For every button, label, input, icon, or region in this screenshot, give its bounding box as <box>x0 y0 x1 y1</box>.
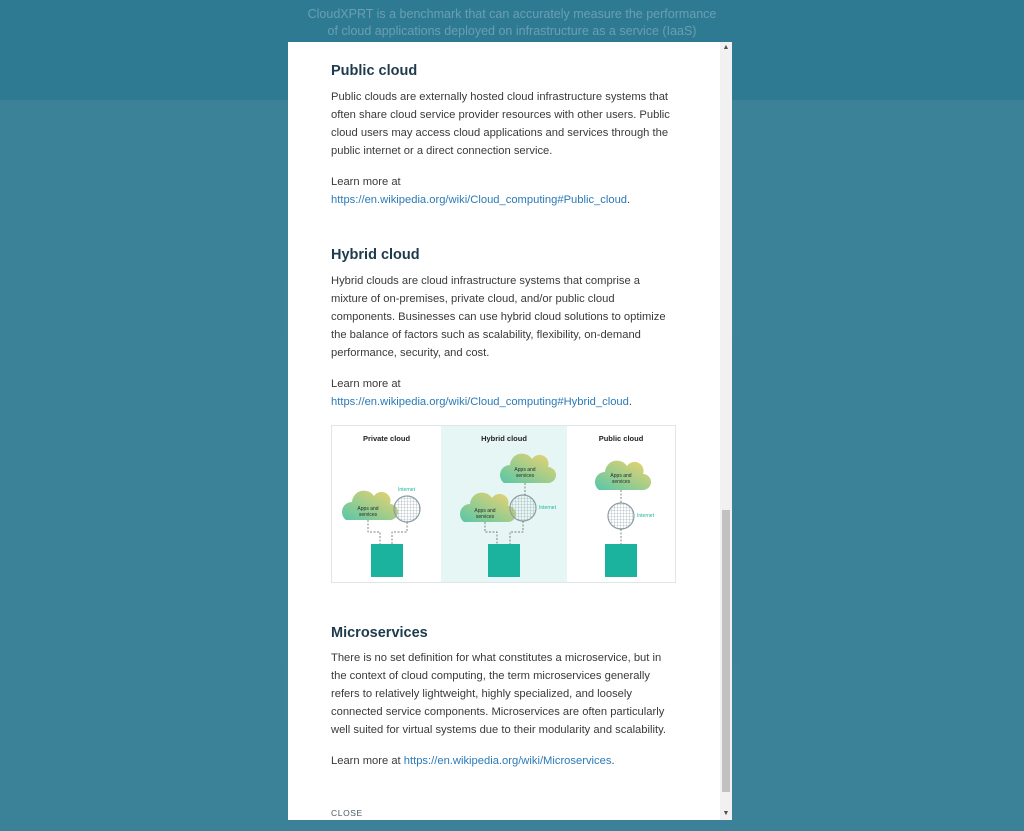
cloud-label: services <box>611 479 631 485</box>
microservices-learn-more <box>331 752 681 770</box>
text-line: cloud users may access cloud applications and services through the <box>331 127 669 139</box>
text-line: performance, security, and cost. <box>331 347 490 359</box>
public-cloud-title: Public cloud <box>331 63 418 79</box>
text-line: There is no set definition for what constitutes a microservice, but in <box>331 652 662 664</box>
hybrid-diagram <box>460 454 557 577</box>
private-diagram <box>342 487 420 577</box>
text-line: mixture of on-premises, private cloud, and/or public cloud <box>331 293 615 305</box>
text-line: well suited for virtual systems due to their modularity and scalability. <box>331 724 666 736</box>
hybrid-cloud-description <box>331 272 681 362</box>
column-title: Private cloud <box>362 434 411 443</box>
text-line: Hybrid clouds are cloud infrastructure systems that comprise a <box>331 275 641 287</box>
microservices-description <box>331 649 681 739</box>
punctuation: . <box>627 194 631 206</box>
microservices-link[interactable]: https://en.wikipedia.org/wiki/Microservices <box>403 755 612 767</box>
cloud-label: services <box>358 512 378 518</box>
text-line: components. Businesses can use hybrid cloud solutions to optimize <box>331 311 666 323</box>
text-line: the context of cloud computing, the term microservices generally <box>331 670 650 682</box>
column-title: Public cloud <box>598 434 644 443</box>
globe-icon <box>608 503 634 529</box>
learn-more-label: Learn more at <box>331 755 404 767</box>
public-cloud-learn-more <box>331 173 681 209</box>
learn-more-label: Learn more at <box>331 378 401 390</box>
hybrid-cloud-title: Hybrid cloud <box>331 247 420 263</box>
cloud-label: services <box>475 514 495 520</box>
scroll-down-arrow-icon[interactable]: ▼ <box>722 810 730 817</box>
globe-icon <box>510 495 536 521</box>
text-line: refers to relatively lightweight, highly specialized, and loosely <box>331 688 632 700</box>
background-intro <box>0 6 1024 40</box>
diagram-illustration <box>332 426 675 582</box>
building-icon <box>488 544 520 577</box>
building-icon <box>371 544 403 577</box>
learn-more-label: Learn more at <box>331 176 401 188</box>
internet-label: Internet <box>398 487 415 493</box>
background-card-edge <box>732 660 738 720</box>
public-diagram <box>595 461 655 577</box>
background-card-edge <box>732 280 738 340</box>
text-line: Public clouds are externally hosted cloud infrastructure systems that <box>331 91 669 103</box>
cloud-label: Apps and <box>514 467 536 473</box>
internet-label: Internet <box>539 505 556 511</box>
intro-line: of cloud applications deployed on infrastructure as a service (IaaS) <box>327 24 697 38</box>
text-line: public internet or a direct connection service. <box>331 145 553 157</box>
close-button[interactable]: CLOSE <box>331 808 363 818</box>
column-title: Hybrid cloud <box>481 434 527 443</box>
hybrid-cloud-link[interactable]: https://en.wikipedia.org/wiki/Cloud_computing#Hybrid_cloud <box>331 396 629 408</box>
glossary-modal <box>288 42 732 820</box>
modal-scrollbar[interactable] <box>720 42 732 820</box>
internet-label: Internet <box>637 513 654 519</box>
microservices-title: Microservices <box>331 625 428 641</box>
cloud-label: services <box>515 473 535 479</box>
text-line: connected service components. Microservices are often particularly <box>331 706 665 718</box>
hybrid-cloud-learn-more <box>331 375 681 411</box>
cloud-label: Apps and <box>610 473 632 479</box>
public-cloud-link[interactable]: https://en.wikipedia.org/wiki/Cloud_computing#Public_cloud <box>331 194 628 206</box>
building-icon <box>605 544 637 577</box>
intro-line: CloudXPRT is a benchmark that can accurately measure the performance <box>307 7 717 21</box>
text-line: the balance of factors such as scalability, flexibility, on-demand <box>331 329 641 341</box>
cloud-types-diagram <box>331 425 676 583</box>
globe-icon <box>394 496 420 522</box>
public-cloud-description <box>331 88 681 160</box>
punctuation: . <box>611 755 615 767</box>
scroll-up-arrow-icon[interactable]: ▲ <box>722 44 730 51</box>
cloud-label: Apps and <box>357 506 379 512</box>
text-line: often share cloud service provider resources with other users. Public <box>331 109 670 121</box>
cloud-label: Apps and <box>474 508 496 514</box>
punctuation: . <box>628 396 632 408</box>
scroll-thumb[interactable] <box>722 510 730 792</box>
